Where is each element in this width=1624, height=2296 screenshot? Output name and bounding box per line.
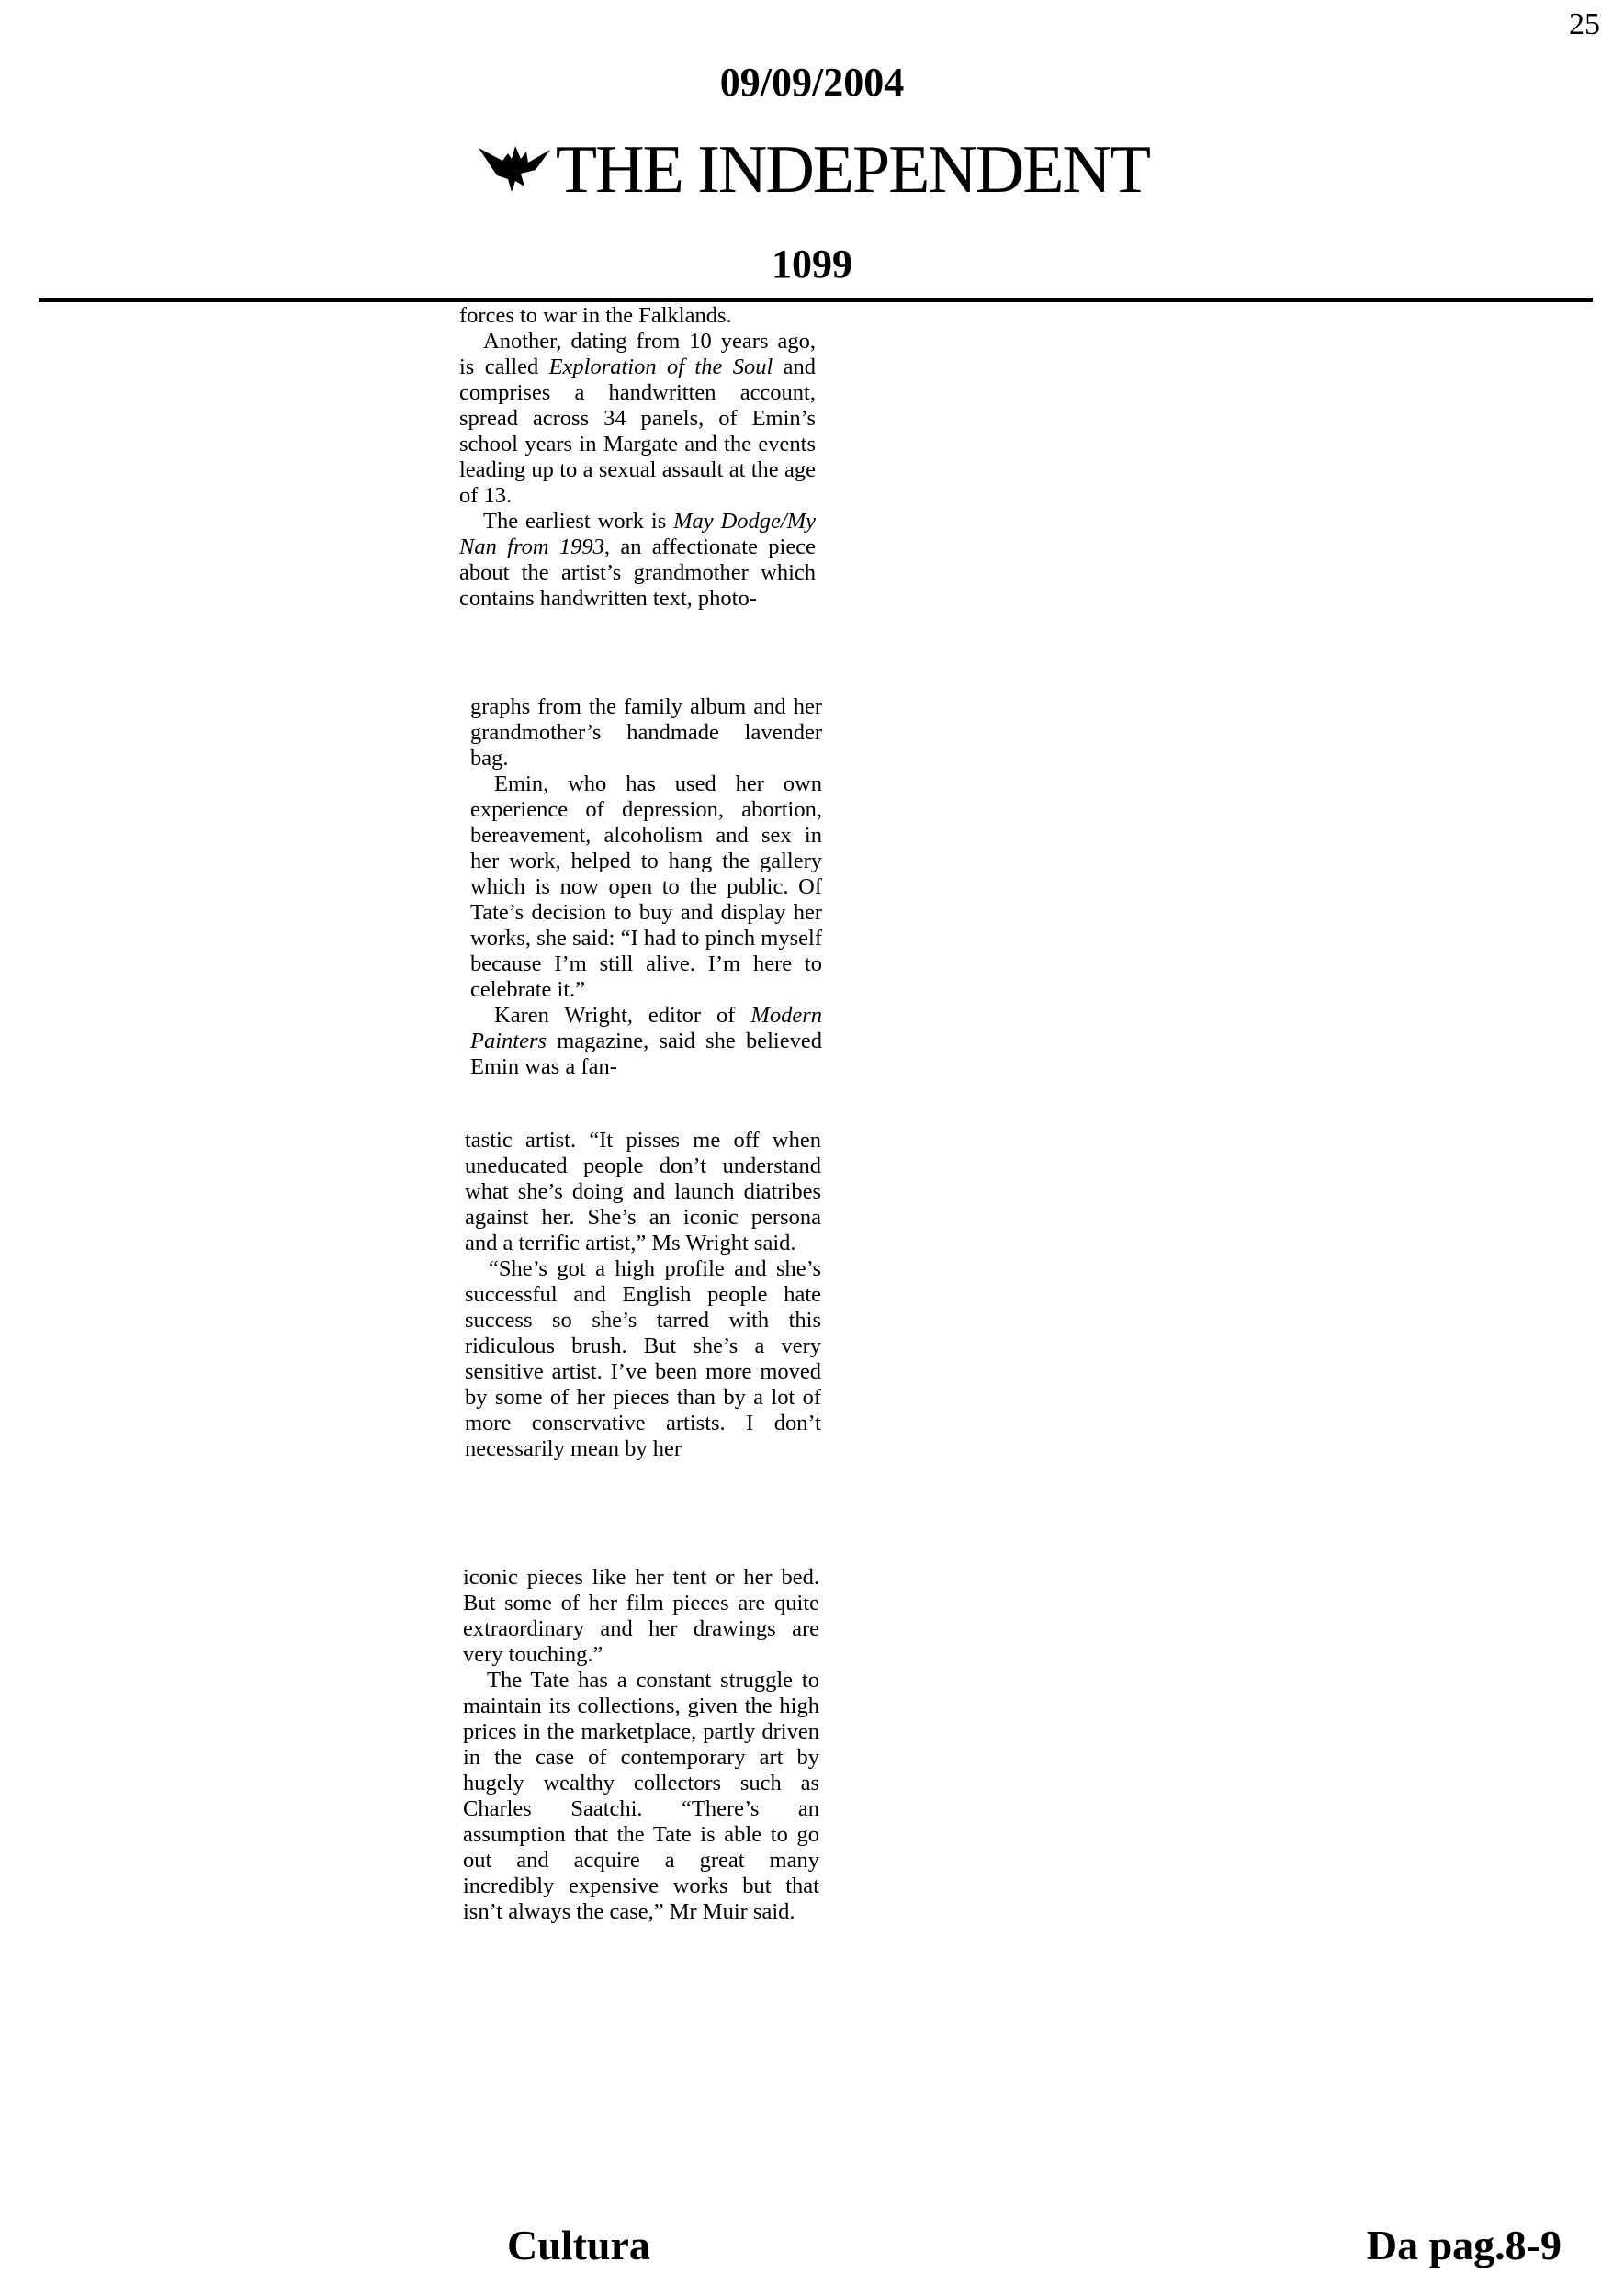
- paragraph: tastic artist. “It pisses me off when uneducated people don’t understand what she’s doing and launch diatribes against her. She’s an iconic persona and a terrific artist,” Ms Wright said.: [465, 1128, 821, 1255]
- article-column-2: [470, 694, 822, 1080]
- masthead-title: THE INDEPENDENT: [555, 132, 1150, 208]
- section-label: Cultura: [507, 2222, 650, 2268]
- newspaper-masthead: [0, 132, 1624, 208]
- source-pages: Da pag.8-9: [1366, 2222, 1562, 2268]
- paragraph: Emin, who has used her own experience of depression, abortion, bereavement, alcoholism and sex in her work, helped to hang the gallery which is now open to the public. Of Tate’s decision to buy and display her works, she said: “I had to pinch myself because I’m still alive. I’m here to celebrate it.”: [470, 771, 822, 1002]
- paragraph: Another, dating from 10 years ago, is called Exploration of the Soul and comprises a handwritten account, spread across 34 panels, of Emin’s school years in Margate and the events leading up to a sexual assault at the age of 13.: [459, 329, 817, 508]
- publication-date: 09/09/2004: [719, 60, 905, 105]
- paragraph: forces to war in the Falklands.: [459, 303, 732, 328]
- page-number: 25: [1569, 7, 1600, 41]
- eagle-logo-icon: [475, 139, 554, 196]
- article-column-1: [459, 303, 816, 612]
- article-column-4: [463, 1565, 819, 1925]
- issue-number: 1099: [772, 242, 852, 287]
- header-rule: [39, 298, 1593, 302]
- paragraph: graphs from the family album and her grandmother’s handmade lavender bag.: [470, 694, 822, 771]
- paragraph: “She’s got a high profile and she’s successful and English people hate success so she’s tarred with this ridiculous brush. But she’s a very sensitive artist. I’ve been more moved by some of her pieces than by a lot of more conservative artists. I don’t necessarily mean by her: [465, 1256, 821, 1461]
- paragraph: iconic pieces like her tent or her bed. But some of her film pieces are quite extraordinary and her drawings are very touching.”: [463, 1565, 819, 1667]
- paragraph: The earliest work is May Dodge/My Nan from 1993, an affectionate piece about the artist’s grandmother which contains handwritten text, photo-: [459, 509, 816, 611]
- paragraph: Karen Wright, editor of Modern Painters magazine, said she believed Emin was a fan-: [470, 1003, 822, 1079]
- article-column-3: [465, 1128, 821, 1462]
- paragraph: The Tate has a constant struggle to maintain its collections, given the high prices in the marketplace, partly driven in the case of contemporary art by hugely wealthy collectors such as Charles Saatchi. “There’s an assumption that the Tate is able to go out and acquire a great many incredibly expensive works but that isn’t always the case,” Mr Muir said.: [463, 1668, 819, 1924]
